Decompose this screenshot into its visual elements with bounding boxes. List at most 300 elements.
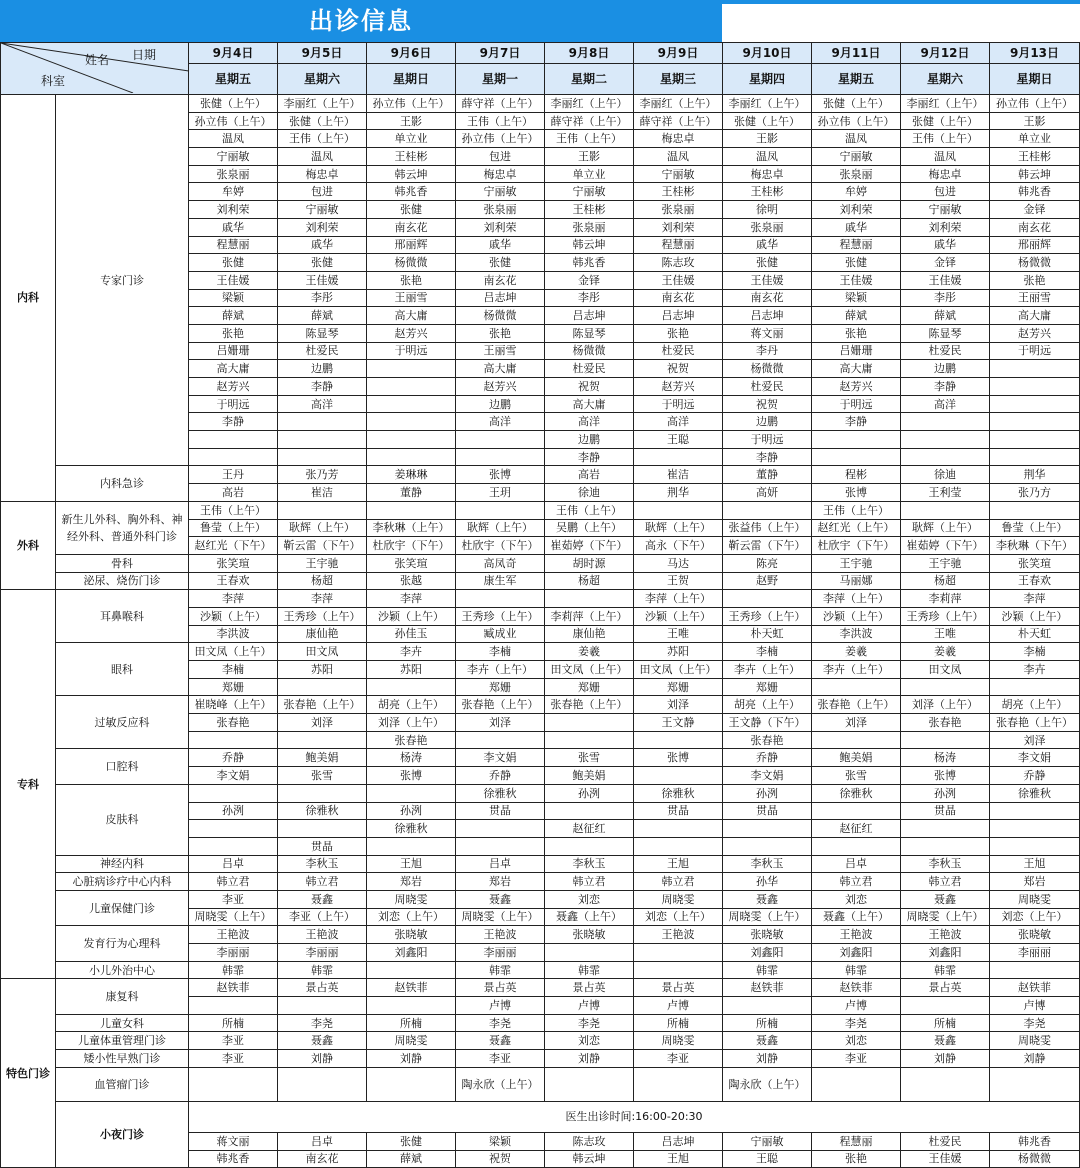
doctor-cell: 王玥 (456, 484, 545, 502)
doctor-cell: 吕姗珊 (812, 342, 901, 360)
doctor-cell: 李尧 (812, 1014, 901, 1032)
doctor-cell (901, 413, 990, 431)
doctor-cell (901, 678, 990, 696)
doctor-cell: 苏阳 (278, 661, 367, 679)
doctor-cell (634, 501, 723, 519)
doctor-cell: 戚华 (189, 218, 278, 236)
doctor-cell: 高大庸 (367, 307, 456, 325)
doctor-cell: 田文凤 (901, 661, 990, 679)
doctor-cell: 薛斌 (812, 307, 901, 325)
doctor-cell: 李丽红（上午） (901, 95, 990, 113)
schedule-table (0, 42, 1080, 1168)
doctor-cell: 陈志玫 (545, 1132, 634, 1150)
doctor-cell: 戚华 (278, 236, 367, 254)
doctor-cell: 孙立伟（上午） (456, 130, 545, 148)
doctor-cell (456, 448, 545, 466)
doctor-cell: 李秋玉 (278, 855, 367, 873)
doctor-cell: 田文凤（上午） (634, 661, 723, 679)
doctor-cell (990, 1067, 1080, 1101)
doctor-cell: 张健 (723, 254, 812, 272)
doctor-cell (367, 413, 456, 431)
doctor-cell: 陈志玫 (634, 254, 723, 272)
doctor-cell: 李萍 (990, 590, 1080, 608)
doctor-cell: 所楠 (901, 1014, 990, 1032)
doctor-cell: 韩云坤 (990, 165, 1080, 183)
doctor-cell: 边鹏 (901, 360, 990, 378)
doctor-cell: 李萍 (189, 590, 278, 608)
doctor-cell (545, 590, 634, 608)
header-date: 9月10日 (723, 43, 812, 64)
doctor-cell: 刘泽 (278, 714, 367, 732)
doctor-cell: 刘恋 (545, 890, 634, 908)
doctor-cell: 牟婷 (189, 183, 278, 201)
doctor-cell: 孙立伟（上午） (189, 112, 278, 130)
doctor-cell: 南玄花 (990, 218, 1080, 236)
doctor-cell: 梅忠卓 (723, 165, 812, 183)
doctor-cell: 王桂彬 (367, 148, 456, 166)
clinic-label: 口腔科 (56, 749, 189, 784)
doctor-cell (812, 431, 901, 449)
doctor-cell: 景占英 (456, 979, 545, 997)
doctor-cell: 沙颖（上午） (189, 607, 278, 625)
doctor-cell: 赵铁菲 (990, 979, 1080, 997)
doctor-cell: 韩兆香 (545, 254, 634, 272)
doctor-cell: 韩云坤 (545, 236, 634, 254)
doctor-cell: 崔茹婷（下午） (901, 537, 990, 555)
doctor-cell: 赵芳兴 (367, 324, 456, 342)
doctor-cell: 梅忠卓 (278, 165, 367, 183)
doctor-cell: 鲍美娟 (545, 767, 634, 785)
doctor-cell: 吕志坤 (634, 307, 723, 325)
doctor-cell: 戚华 (812, 218, 901, 236)
doctor-cell: 薛守祥（上午） (456, 95, 545, 113)
doctor-cell: 梅忠卓 (456, 165, 545, 183)
doctor-cell (367, 378, 456, 396)
doctor-cell: 郑姗 (723, 678, 812, 696)
doctor-cell (812, 802, 901, 820)
doctor-cell: 聂鑫 (278, 1032, 367, 1050)
doctor-cell (723, 820, 812, 838)
doctor-cell (189, 731, 278, 749)
doctor-cell: 张晓敏 (723, 926, 812, 944)
doctor-cell: 赵铁菲 (367, 979, 456, 997)
doctor-cell (634, 731, 723, 749)
header-weekday: 星期六 (901, 64, 990, 95)
doctor-cell: 南玄花 (367, 218, 456, 236)
doctor-cell: 张晓敏 (367, 926, 456, 944)
doctor-cell: 王佳媛 (901, 1150, 990, 1168)
doctor-cell: 刘鑫阳 (367, 944, 456, 962)
doctor-cell: 王旭 (367, 855, 456, 873)
doctor-cell: 梅忠卓 (634, 130, 723, 148)
doctor-cell: 韩兆香 (990, 1132, 1080, 1150)
doctor-cell (456, 431, 545, 449)
doctor-cell: 杨微微 (990, 254, 1080, 272)
doctor-cell: 王艳波 (634, 926, 723, 944)
doctor-cell: 朴天虹 (723, 625, 812, 643)
doctor-cell: 徐雅秋 (278, 802, 367, 820)
doctor-cell: 高妍 (723, 484, 812, 502)
doctor-cell (812, 678, 901, 696)
doctor-cell: 郑姗 (456, 678, 545, 696)
doctor-cell: 韩霏 (278, 961, 367, 979)
doctor-cell (901, 1067, 990, 1101)
doctor-cell: 景占英 (278, 979, 367, 997)
doctor-cell: 包进 (901, 183, 990, 201)
doctor-cell: 李亚 (189, 1050, 278, 1068)
doctor-cell: 戚华 (723, 236, 812, 254)
doctor-cell: 张越 (367, 572, 456, 590)
doctor-cell (812, 731, 901, 749)
doctor-cell: 于明远 (634, 395, 723, 413)
doctor-cell: 高大庸 (545, 395, 634, 413)
department-label: 内科 (1, 95, 56, 502)
doctor-cell: 刘泽 (456, 714, 545, 732)
doctor-cell: 梁颖 (456, 1132, 545, 1150)
doctor-cell: 李楠 (723, 643, 812, 661)
header-date: 9月11日 (812, 43, 901, 64)
doctor-cell (189, 837, 278, 855)
doctor-cell: 王利莹 (901, 484, 990, 502)
clinic-label: 矮小性早熟门诊 (56, 1050, 189, 1068)
doctor-cell (367, 961, 456, 979)
doctor-cell: 杨微微 (990, 1150, 1080, 1168)
doctor-cell: 高洋 (278, 395, 367, 413)
doctor-cell: 赵征红 (812, 820, 901, 838)
doctor-cell: 聂鑫 (456, 1032, 545, 1050)
header-weekday: 星期二 (545, 64, 634, 95)
clinic-label: 皮肤科 (56, 784, 189, 855)
doctor-cell: 周晓雯 (990, 890, 1080, 908)
clinic-label: 专家门诊 (56, 95, 189, 466)
doctor-cell: 王佳媛 (901, 271, 990, 289)
doctor-cell: 吕卓 (456, 855, 545, 873)
doctor-cell: 王艳波 (812, 926, 901, 944)
doctor-cell (367, 678, 456, 696)
doctor-cell: 于明远 (723, 431, 812, 449)
doctor-cell: 刘静 (367, 1050, 456, 1068)
doctor-cell: 杨超 (901, 572, 990, 590)
doctor-cell: 王春欢 (189, 572, 278, 590)
doctor-cell: 包进 (456, 148, 545, 166)
clinic-label: 新生儿外科、胸外科、神经外科、普通外科门诊 (56, 501, 189, 554)
doctor-cell: 王旭 (634, 1150, 723, 1168)
doctor-cell: 温凤 (634, 148, 723, 166)
doctor-cell: 李静 (723, 448, 812, 466)
doctor-cell: 杨微微 (545, 342, 634, 360)
doctor-cell: 程慧丽 (634, 236, 723, 254)
doctor-cell: 胡亮（上午） (990, 696, 1080, 714)
doctor-cell: 张健（上午） (723, 112, 812, 130)
doctor-cell: 戚华 (901, 236, 990, 254)
doctor-cell: 李卉（上午） (456, 661, 545, 679)
doctor-cell: 崔洁 (634, 466, 723, 484)
doctor-cell: 李萍 (278, 590, 367, 608)
doctor-cell: 祝贺 (545, 378, 634, 396)
doctor-cell: 祝贺 (723, 395, 812, 413)
header-corner (1, 43, 189, 95)
doctor-cell (278, 784, 367, 802)
doctor-cell: 吕志坤 (456, 289, 545, 307)
header-weekday: 星期五 (812, 64, 901, 95)
doctor-cell: 孙佳玉 (367, 625, 456, 643)
clinic-label: 神经内科 (56, 855, 189, 873)
doctor-cell: 王旭 (634, 855, 723, 873)
clinic-label: 儿童女科 (56, 1014, 189, 1032)
doctor-cell: 耿辉（上午） (901, 519, 990, 537)
doctor-cell: 赵芳兴 (812, 378, 901, 396)
doctor-cell: 张博 (456, 466, 545, 484)
doctor-cell: 郑岩 (990, 873, 1080, 891)
clinic-label: 内科急诊 (56, 466, 189, 501)
doctor-cell: 马丽娜 (812, 572, 901, 590)
doctor-cell (545, 1067, 634, 1101)
doctor-cell: 陈显琴 (545, 324, 634, 342)
doctor-cell: 徐雅秋 (634, 784, 723, 802)
doctor-cell: 李尧 (545, 1014, 634, 1032)
doctor-cell: 程彬 (812, 466, 901, 484)
doctor-cell (901, 731, 990, 749)
doctor-cell: 乔静 (990, 767, 1080, 785)
doctor-cell: 刘恋 (545, 1032, 634, 1050)
doctor-cell: 刘利荣 (901, 218, 990, 236)
doctor-cell: 邢丽辉 (367, 236, 456, 254)
table-row (1, 961, 1080, 979)
department-label: 外科 (1, 501, 56, 589)
header-date: 9月6日 (367, 43, 456, 64)
doctor-cell: 李静 (545, 448, 634, 466)
doctor-cell (189, 1067, 278, 1101)
doctor-cell: 王艳波 (456, 926, 545, 944)
doctor-cell: 赵征红 (545, 820, 634, 838)
doctor-cell: 贯晶 (901, 802, 990, 820)
doctor-cell: 赵芳兴 (634, 378, 723, 396)
doctor-cell: 李卉 (367, 643, 456, 661)
doctor-cell: 乔静 (456, 767, 545, 785)
doctor-cell: 温凤 (278, 148, 367, 166)
clinic-label: 过敏反应科 (56, 696, 189, 749)
doctor-cell: 李丽红（上午） (545, 95, 634, 113)
doctor-cell: 高洋 (545, 413, 634, 431)
doctor-cell: 高凤奇 (456, 554, 545, 572)
doctor-cell: 韩霏 (723, 961, 812, 979)
doctor-cell: 陈显琴 (901, 324, 990, 342)
doctor-cell: 韩霏 (545, 961, 634, 979)
department-label: 特色门诊 (1, 979, 56, 1168)
doctor-cell (278, 1067, 367, 1101)
table-row (1, 890, 1080, 908)
doctor-cell (278, 731, 367, 749)
doctor-cell: 孙洌 (545, 784, 634, 802)
doctor-cell: 刘泽（上午） (367, 714, 456, 732)
doctor-cell: 贯晶 (456, 802, 545, 820)
doctor-cell (990, 360, 1080, 378)
doctor-cell: 沙颖（上午） (990, 607, 1080, 625)
doctor-cell: 李丽丽 (990, 944, 1080, 962)
doctor-cell: 李卉（上午） (723, 661, 812, 679)
title-strip (722, 0, 1080, 4)
doctor-cell: 孙立伟（上午） (367, 95, 456, 113)
doctor-cell: 杜欣宇（下午） (456, 537, 545, 555)
doctor-cell: 郑岩 (456, 873, 545, 891)
doctor-cell: 王影 (545, 148, 634, 166)
doctor-cell: 李文娟 (723, 767, 812, 785)
doctor-cell: 薛守祥（上午） (545, 112, 634, 130)
doctor-cell: 王影 (990, 112, 1080, 130)
doctor-cell: 刘利荣 (634, 218, 723, 236)
doctor-cell: 郑岩 (367, 873, 456, 891)
corner-name-label: 姓名 (85, 53, 110, 67)
header-date: 9月5日 (278, 43, 367, 64)
doctor-cell: 耿辉（上午） (634, 519, 723, 537)
doctor-cell (990, 378, 1080, 396)
doctor-cell: 王桂彬 (634, 183, 723, 201)
doctor-cell: 韩云坤 (545, 1150, 634, 1168)
doctor-cell: 南玄花 (634, 289, 723, 307)
doctor-cell: 张晓敏 (990, 926, 1080, 944)
doctor-cell: 刘恋（上午） (367, 908, 456, 926)
doctor-cell: 宁丽敏 (278, 201, 367, 219)
doctor-cell: 李秋玉 (901, 855, 990, 873)
doctor-cell: 王伟（上午） (812, 501, 901, 519)
corner-date-label: 日期 (131, 48, 156, 62)
doctor-cell: 韩立君 (634, 873, 723, 891)
doctor-cell: 李秋琳（下午） (990, 537, 1080, 555)
doctor-cell: 张乃方 (990, 484, 1080, 502)
doctor-cell: 李丹 (723, 342, 812, 360)
doctor-cell (990, 413, 1080, 431)
doctor-cell: 田文凤 (278, 643, 367, 661)
header-date: 9月9日 (634, 43, 723, 64)
doctor-cell (367, 395, 456, 413)
doctor-cell: 景占英 (634, 979, 723, 997)
doctor-cell: 张雪 (812, 767, 901, 785)
doctor-cell: 刘利荣 (189, 201, 278, 219)
doctor-cell: 张春艳（上午） (545, 696, 634, 714)
doctor-cell: 乔静 (723, 749, 812, 767)
doctor-cell: 张晓敏 (545, 926, 634, 944)
doctor-cell (723, 997, 812, 1015)
doctor-cell (901, 448, 990, 466)
table-row (1, 696, 1080, 714)
doctor-cell: 李卉（上午） (812, 661, 901, 679)
doctor-cell: 赵芳兴 (990, 324, 1080, 342)
doctor-cell: 王伟（上午） (545, 501, 634, 519)
doctor-cell: 李静 (901, 378, 990, 396)
doctor-cell: 高洋 (456, 413, 545, 431)
doctor-cell: 徐雅秋 (456, 784, 545, 802)
doctor-cell (189, 784, 278, 802)
table-row (1, 784, 1080, 802)
doctor-cell: 高永（下午） (634, 537, 723, 555)
clinic-label: 耳鼻喉科 (56, 590, 189, 643)
doctor-cell: 康仙艳 (278, 625, 367, 643)
doctor-cell: 所楠 (367, 1014, 456, 1032)
doctor-cell: 王宇驰 (278, 554, 367, 572)
doctor-cell: 薛斌 (901, 307, 990, 325)
doctor-cell: 赵芳兴 (456, 378, 545, 396)
doctor-cell (367, 837, 456, 855)
table-row (1, 749, 1080, 767)
doctor-cell (990, 837, 1080, 855)
doctor-cell: 梁颖 (189, 289, 278, 307)
doctor-cell: 贯晶 (278, 837, 367, 855)
doctor-cell: 李秋玉 (723, 855, 812, 873)
doctor-cell: 李亚 (189, 890, 278, 908)
doctor-cell: 李楠 (456, 643, 545, 661)
doctor-cell: 边鹏 (723, 413, 812, 431)
doctor-cell: 李丽丽 (189, 944, 278, 962)
doctor-cell (545, 802, 634, 820)
doctor-cell (812, 448, 901, 466)
clinic-label: 儿童体重管理门诊 (56, 1032, 189, 1050)
doctor-cell: 单立业 (545, 165, 634, 183)
doctor-cell: 胡亮（上午） (723, 696, 812, 714)
doctor-cell: 李丽红（上午） (278, 95, 367, 113)
doctor-cell: 徐迪 (545, 484, 634, 502)
doctor-cell (723, 590, 812, 608)
doctor-cell: 韩霏 (812, 961, 901, 979)
doctor-cell (634, 448, 723, 466)
doctor-cell: 杜爱民 (634, 342, 723, 360)
doctor-cell: 苏阳 (367, 661, 456, 679)
doctor-cell (456, 590, 545, 608)
doctor-cell: 高岩 (545, 466, 634, 484)
doctor-cell: 所楠 (189, 1014, 278, 1032)
doctor-cell (990, 431, 1080, 449)
doctor-cell: 吕志坤 (545, 307, 634, 325)
doctor-cell: 温凤 (901, 148, 990, 166)
doctor-cell: 周晓雯 (990, 1032, 1080, 1050)
doctor-cell: 郑姗 (189, 678, 278, 696)
doctor-cell: 李萍 (367, 590, 456, 608)
doctor-cell: 韩立君 (812, 873, 901, 891)
doctor-cell: 李文娟 (456, 749, 545, 767)
doctor-cell: 陈亮 (723, 554, 812, 572)
doctor-cell: 杜爱民 (723, 378, 812, 396)
doctor-cell: 孙立伟（上午） (990, 95, 1080, 113)
doctor-cell: 荆华 (990, 466, 1080, 484)
doctor-cell: 宁丽敏 (189, 148, 278, 166)
table-row (1, 590, 1080, 608)
doctor-cell: 杨微微 (723, 360, 812, 378)
doctor-cell: 程慧丽 (812, 1132, 901, 1150)
doctor-cell: 王艳波 (901, 926, 990, 944)
doctor-cell: 徐迪 (901, 466, 990, 484)
doctor-cell: 乔静 (189, 749, 278, 767)
doctor-cell: 韩云坤 (367, 165, 456, 183)
doctor-cell: 杨微微 (456, 307, 545, 325)
doctor-cell: 聂鑫（上午） (545, 908, 634, 926)
doctor-cell: 牟婷 (812, 183, 901, 201)
doctor-cell: 王影 (367, 112, 456, 130)
doctor-cell (456, 731, 545, 749)
doctor-cell: 张博 (634, 749, 723, 767)
evening-hours-banner: 医生出诊时间:16:00-20:30 (189, 1101, 1080, 1132)
doctor-cell: 王伟（上午） (278, 130, 367, 148)
doctor-cell: 张春艳 (367, 731, 456, 749)
doctor-cell: 刘恋 (812, 1032, 901, 1050)
doctor-cell: 卢博 (456, 997, 545, 1015)
doctor-cell: 张春艳（上午） (278, 696, 367, 714)
doctor-cell (812, 1067, 901, 1101)
clinic-label: 心脏病诊疗中心内科 (56, 873, 189, 891)
doctor-cell: 高洋 (634, 413, 723, 431)
department-label: 专科 (1, 590, 56, 979)
doctor-cell: 宁丽敏 (545, 183, 634, 201)
doctor-cell: 郑姗 (634, 678, 723, 696)
doctor-cell: 刘泽（上午） (901, 696, 990, 714)
